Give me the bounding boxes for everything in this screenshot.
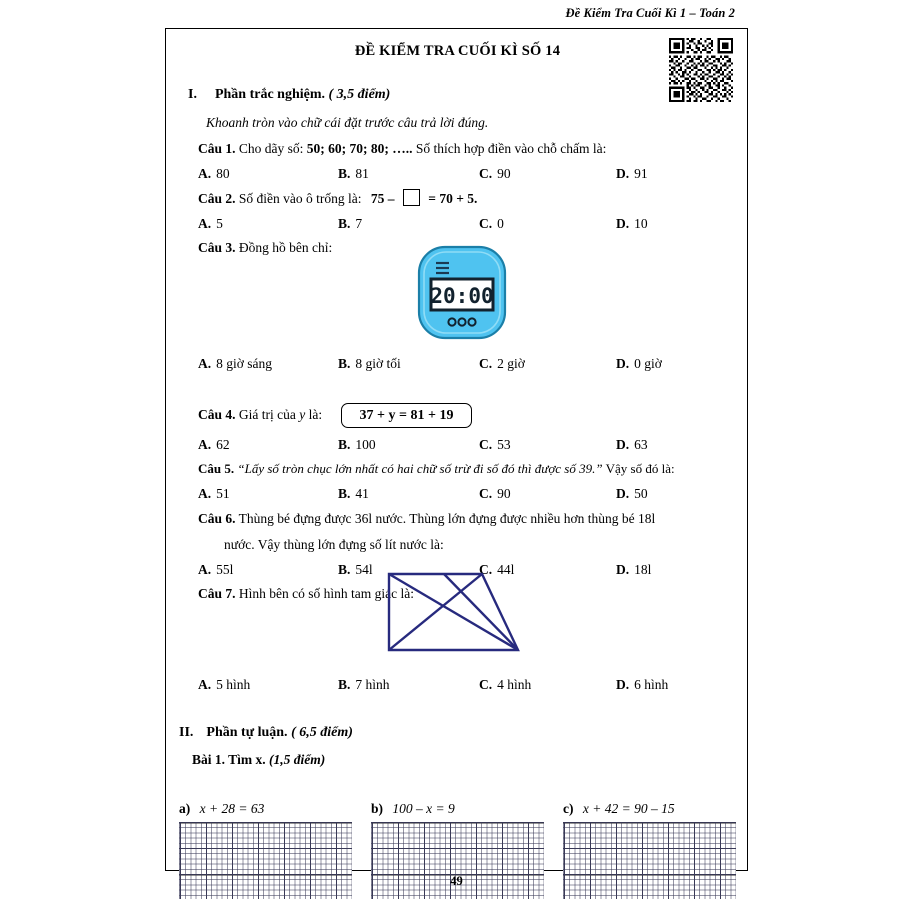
question-4-option-b[interactable]: B. 100 bbox=[338, 437, 376, 452]
question-4-option-a[interactable]: A. 62 bbox=[198, 437, 230, 452]
question-3-option-c[interactable]: C. 2 giờ bbox=[479, 356, 525, 371]
page-title: ĐỀ KIỂM TRA CUỐI KÌ SỐ 14 bbox=[354, 43, 561, 59]
question-5-option-d[interactable]: D. 50 bbox=[616, 486, 648, 501]
question-4-number: Câu 4. bbox=[198, 407, 236, 422]
question-5-option-b[interactable]: B. 41 bbox=[338, 486, 369, 501]
question-2-option-d[interactable]: D. 10 bbox=[616, 216, 648, 231]
question-1-sequence: 50; 60; 70; 80; ….. bbox=[306, 141, 413, 156]
question-7-options bbox=[166, 677, 726, 697]
question-7-option-c[interactable]: C. 4 hình bbox=[479, 677, 532, 692]
question-7-option-b[interactable]: B. 7 hình bbox=[338, 677, 390, 692]
question-7-text: Hình bên có số hình tam giác là: bbox=[238, 586, 414, 601]
exercise-1-heading bbox=[192, 752, 325, 768]
section-1-points: ( 3,5 điểm) bbox=[328, 87, 391, 102]
question-2-option-a[interactable]: A. 5 bbox=[198, 216, 223, 231]
question-2-option-b[interactable]: B. 7 bbox=[338, 216, 363, 231]
question-2-options bbox=[166, 216, 726, 236]
question-6-text-line2: nước. Vậy thùng lớn đựng số lít nước là: bbox=[224, 537, 444, 552]
question-2-number: Câu 2. bbox=[198, 191, 236, 206]
question-3-text: Đồng hồ bên chỉ: bbox=[238, 240, 333, 255]
question-4-option-d[interactable]: D. 63 bbox=[616, 437, 648, 452]
clock-time-display: 20:00 bbox=[430, 284, 494, 308]
question-4-equation-box: 37 + y = 81 + 19 bbox=[341, 403, 472, 428]
item-a-expression: x + 28 = 63 bbox=[199, 801, 265, 816]
digital-clock-figure bbox=[416, 244, 508, 341]
item-c-label: c) bbox=[563, 801, 574, 816]
question-5-quote: “Lấy số tròn chục lớn nhất có hai chữ số trừ đi số đó thì được số 39.” bbox=[237, 461, 603, 476]
question-6-option-c[interactable]: C. 44l bbox=[479, 562, 515, 577]
question-7-option-a[interactable]: A. 5 hình bbox=[198, 677, 251, 692]
question-6-option-d[interactable]: D. 18l bbox=[616, 562, 652, 577]
section-2-points: ( 6,5 điểm) bbox=[291, 725, 353, 740]
question-5-options bbox=[166, 486, 726, 506]
qr-code-icon bbox=[669, 38, 733, 102]
question-2-expr-left: 75 – bbox=[370, 191, 395, 206]
item-a-label: a) bbox=[179, 801, 191, 816]
question-3-option-d[interactable]: D. 0 giờ bbox=[616, 356, 662, 371]
question-4-variable: y bbox=[299, 407, 306, 422]
question-4-stem bbox=[198, 407, 322, 423]
question-5-option-c[interactable]: C. 90 bbox=[479, 486, 511, 501]
exercise-1-text: Tìm x. bbox=[228, 752, 266, 767]
item-c-expression: x + 42 = 90 – 15 bbox=[582, 801, 675, 816]
question-1-option-b[interactable]: B. 81 bbox=[338, 166, 369, 181]
question-7-stem bbox=[198, 586, 414, 602]
question-1-number: Câu 1. bbox=[198, 141, 236, 156]
section-2-label: II. bbox=[179, 725, 194, 740]
question-3-options bbox=[166, 356, 726, 376]
question-6-text-line1: Thùng bé đựng được 36l nước. Thùng lớn đựng được nhiều hơn thùng bé 18l bbox=[238, 511, 656, 526]
question-7-number: Câu 7. bbox=[198, 586, 236, 601]
page-number: 49 bbox=[450, 874, 463, 888]
question-5-stem bbox=[198, 461, 675, 477]
question-4-text: Giá trị của bbox=[238, 407, 296, 422]
question-3-number: Câu 3. bbox=[198, 240, 236, 255]
blank-answer-box[interactable] bbox=[403, 189, 420, 206]
exercise-1-item-a bbox=[179, 801, 264, 817]
question-6-stem-line1 bbox=[198, 511, 655, 527]
question-1-option-d[interactable]: D. 91 bbox=[616, 166, 648, 181]
question-2-option-c[interactable]: C. 0 bbox=[479, 216, 504, 231]
question-1-option-c[interactable]: C. 90 bbox=[479, 166, 511, 181]
question-1-options bbox=[166, 166, 726, 186]
question-1-option-a[interactable]: A. 80 bbox=[198, 166, 230, 181]
question-6-option-b[interactable]: B. 54l bbox=[338, 562, 373, 577]
question-1-stem bbox=[198, 141, 606, 157]
question-6-number: Câu 6. bbox=[198, 511, 236, 526]
section-1-title: Phần trắc nghiệm. bbox=[214, 87, 326, 102]
question-5-tail: Vậy số đó là: bbox=[605, 461, 675, 476]
exercise-1-item-c bbox=[563, 801, 675, 817]
exercise-1-item-b bbox=[371, 801, 455, 817]
exercise-1-points: (1,5 điểm) bbox=[269, 752, 326, 767]
question-1-text: Cho dãy số: bbox=[238, 141, 304, 156]
question-2-expr-right: = 70 + 5. bbox=[428, 191, 478, 206]
question-5-number: Câu 5. bbox=[198, 461, 235, 476]
page-frame bbox=[165, 28, 748, 871]
question-4-options bbox=[166, 437, 726, 457]
question-2-text: Số điền vào ô trống là: bbox=[238, 191, 362, 206]
section-1-label: I. bbox=[188, 87, 197, 102]
trapezoid-triangles-figure bbox=[384, 569, 524, 655]
question-3-option-a[interactable]: A. 8 giờ sáng bbox=[198, 356, 273, 371]
running-header: Đề Kiểm Tra Cuối Kì 1 – Toán 2 bbox=[565, 6, 735, 20]
section-1-heading bbox=[188, 87, 390, 104]
exercise-1-label: Bài 1. bbox=[192, 752, 226, 767]
question-6-option-a[interactable]: A. 55l bbox=[198, 562, 234, 577]
instruction-text: Khoanh tròn vào chữ cái đặt trước câu trả lời đúng. bbox=[206, 115, 489, 130]
question-2-stem bbox=[198, 189, 477, 207]
question-3-option-b[interactable]: B. 8 giờ tối bbox=[338, 356, 401, 371]
question-5-option-a[interactable]: A. 51 bbox=[198, 486, 230, 501]
section-2-title: Phần tự luận. bbox=[206, 725, 288, 740]
section-2-heading bbox=[179, 725, 353, 742]
question-4-option-c[interactable]: C. 53 bbox=[479, 437, 511, 452]
question-7-option-d[interactable]: D. 6 hình bbox=[616, 677, 669, 692]
question-3-stem bbox=[198, 240, 332, 256]
item-b-expression: 100 – x = 9 bbox=[392, 801, 455, 816]
question-4-tail: là: bbox=[308, 407, 323, 422]
question-1-tail: Số thích hợp điền vào chỗ chấm là: bbox=[415, 141, 607, 156]
item-b-label: b) bbox=[371, 801, 384, 816]
